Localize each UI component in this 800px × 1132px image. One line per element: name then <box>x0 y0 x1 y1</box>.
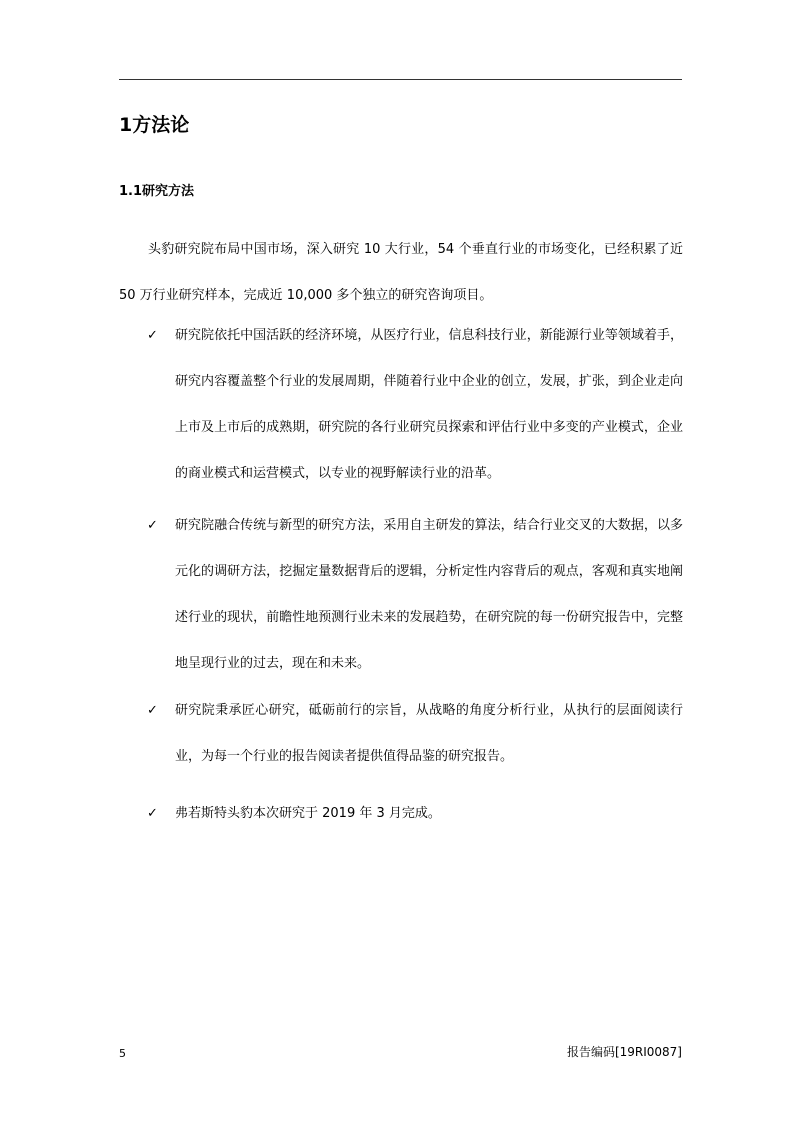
page-number: 5 <box>119 1047 126 1060</box>
check-icon: ✓ <box>147 328 158 343</box>
check-icon: ✓ <box>147 703 158 718</box>
bullet-text: 研究院融合传统与新型的研究方法，采用自主研发的算法，结合行业交叉的大数据，以多元化的调研方法，挖掘定量数据背后的逻辑，分析定性内容背后的观点，客观和真实地阐述行业的现状，前瞻性地预测行业未来的发展趋势，在研究院的每一份研究报告中，完整地呈现行业的过去，现在和未来。 <box>175 518 683 671</box>
section-heading: 1方法论 <box>119 114 190 136</box>
bullet-item <box>147 791 683 837</box>
check-icon: ✓ <box>147 806 158 821</box>
intro-paragraph: 头豹研究院布局中国市场，深入研究 10 大行业，54 个垂直行业的市场变化，已经积累了近 50 万行业研究样本，完成近 10,000 多个独立的研究咨询项目。 <box>119 242 683 303</box>
bullet-item <box>147 688 683 780</box>
bullet-item <box>147 313 683 497</box>
bullet-text: 弗若斯特头豹本次研究于 2019 年 3 月完成。 <box>175 806 441 821</box>
subsection-heading: 1.1研究方法 <box>119 184 195 199</box>
bullet-text: 研究院秉承匠心研究，砥砺前行的宗旨，从战略的角度分析行业，从执行的层面阅读行业，为每一个行业的报告阅读者提供值得品鉴的研究报告。 <box>175 703 683 764</box>
report-code: 报告编码[19RI0087] <box>566 1045 682 1059</box>
header-rule <box>119 79 682 80</box>
check-icon: ✓ <box>147 518 158 533</box>
bullet-text: 研究院依托中国活跃的经济环境，从医疗行业，信息科技行业，新能源行业等领域着手，研究内容覆盖整个行业的发展周期，伴随着行业中企业的创立，发展，扩张，到企业走向上市及上市后的成熟期，研究院的各行业研究员探索和评估行业中多变的产业模式，企业的商业模式和运营模式，以专业的视野解读行业的沿革。 <box>175 328 683 481</box>
bullet-item <box>147 503 683 687</box>
